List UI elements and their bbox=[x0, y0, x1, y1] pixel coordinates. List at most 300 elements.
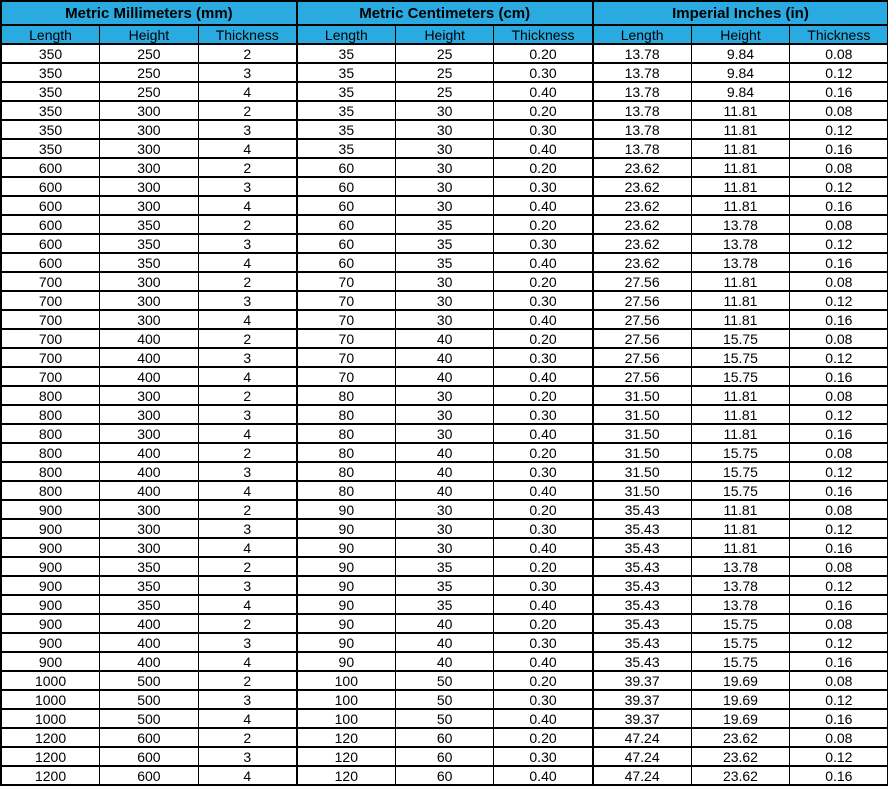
table-cell: 400 bbox=[100, 614, 199, 633]
table-cell: 900 bbox=[1, 557, 100, 576]
table-cell: 0.12 bbox=[790, 405, 888, 424]
table-cell: 70 bbox=[297, 291, 396, 310]
table-cell: 4 bbox=[198, 82, 297, 101]
table-cell: 0.30 bbox=[494, 690, 593, 709]
table-cell: 600 bbox=[1, 196, 100, 215]
table-row bbox=[1, 291, 888, 310]
table-cell: 35 bbox=[297, 101, 396, 120]
table-cell: 15.75 bbox=[691, 443, 790, 462]
table-cell: 35.43 bbox=[593, 652, 692, 671]
table-cell: 50 bbox=[395, 709, 494, 728]
table-cell: 90 bbox=[297, 519, 396, 538]
table-cell: 0.40 bbox=[494, 652, 593, 671]
table-row bbox=[1, 348, 888, 367]
table-cell: 47.24 bbox=[593, 728, 692, 747]
table-cell: 2 bbox=[198, 557, 297, 576]
table-cell: 0.30 bbox=[494, 348, 593, 367]
table-cell: 2 bbox=[198, 101, 297, 120]
table-cell: 13.78 bbox=[691, 215, 790, 234]
table-cell: 0.40 bbox=[494, 709, 593, 728]
table-cell: 300 bbox=[100, 196, 199, 215]
table-cell: 13.78 bbox=[691, 557, 790, 576]
table-cell: 0.16 bbox=[790, 139, 888, 158]
table-cell: 23.62 bbox=[593, 177, 692, 196]
table-cell: 23.62 bbox=[691, 728, 790, 747]
table-cell: 600 bbox=[100, 747, 199, 766]
table-cell: 0.12 bbox=[790, 234, 888, 253]
table-cell: 3 bbox=[198, 747, 297, 766]
table-cell: 400 bbox=[100, 367, 199, 386]
table-cell: 35 bbox=[395, 253, 494, 272]
table-cell: 39.37 bbox=[593, 690, 692, 709]
table-cell: 0.16 bbox=[790, 538, 888, 557]
table-cell: 700 bbox=[1, 348, 100, 367]
table-row bbox=[1, 253, 888, 272]
table-cell: 35 bbox=[395, 595, 494, 614]
table-cell: 15.75 bbox=[691, 348, 790, 367]
table-row bbox=[1, 728, 888, 747]
table-cell: 30 bbox=[395, 158, 494, 177]
table-row bbox=[1, 690, 888, 709]
table-cell: 2 bbox=[198, 728, 297, 747]
table-cell: 3 bbox=[198, 120, 297, 139]
table-cell: 600 bbox=[100, 766, 199, 785]
table-cell: 700 bbox=[1, 272, 100, 291]
table-cell: 13.78 bbox=[593, 63, 692, 82]
table-row bbox=[1, 614, 888, 633]
table-cell: 0.08 bbox=[790, 44, 888, 63]
table-cell: 2 bbox=[198, 272, 297, 291]
table-cell: 0.40 bbox=[494, 766, 593, 785]
table-cell: 900 bbox=[1, 595, 100, 614]
table-cell: 13.78 bbox=[691, 576, 790, 595]
table-cell: 90 bbox=[297, 538, 396, 557]
table-cell: 40 bbox=[395, 348, 494, 367]
table-cell: 60 bbox=[395, 728, 494, 747]
table-cell: 0.40 bbox=[494, 139, 593, 158]
table-cell: 15.75 bbox=[691, 481, 790, 500]
table-cell: 35 bbox=[297, 120, 396, 139]
table-cell: 900 bbox=[1, 652, 100, 671]
table-cell: 2 bbox=[198, 329, 297, 348]
table-cell: 11.81 bbox=[691, 196, 790, 215]
table-cell: 4 bbox=[198, 652, 297, 671]
table-cell: 0.30 bbox=[494, 120, 593, 139]
table-cell: 35 bbox=[297, 63, 396, 82]
table-cell: 0.20 bbox=[494, 158, 593, 177]
table-cell: 11.81 bbox=[691, 310, 790, 329]
table-cell: 700 bbox=[1, 310, 100, 329]
table-cell: 350 bbox=[100, 253, 199, 272]
table-cell: 0.30 bbox=[494, 63, 593, 82]
table-cell: 300 bbox=[100, 310, 199, 329]
table-cell: 0.40 bbox=[494, 424, 593, 443]
table-cell: 19.69 bbox=[691, 671, 790, 690]
table-cell: 27.56 bbox=[593, 272, 692, 291]
table-cell: 35 bbox=[297, 44, 396, 63]
table-cell: 0.30 bbox=[494, 234, 593, 253]
table-cell: 350 bbox=[1, 120, 100, 139]
table-cell: 800 bbox=[1, 443, 100, 462]
table-cell: 500 bbox=[100, 671, 199, 690]
table-cell: 1200 bbox=[1, 766, 100, 785]
table-cell: 15.75 bbox=[691, 329, 790, 348]
table-cell: 0.20 bbox=[494, 386, 593, 405]
table-cell: 0.12 bbox=[790, 576, 888, 595]
table-cell: 70 bbox=[297, 367, 396, 386]
group-header-row bbox=[1, 1, 888, 25]
table-cell: 27.56 bbox=[593, 348, 692, 367]
table-cell: 0.12 bbox=[790, 747, 888, 766]
table-cell: 0.30 bbox=[494, 747, 593, 766]
table-cell: 0.12 bbox=[790, 519, 888, 538]
table-cell: 600 bbox=[1, 177, 100, 196]
table-cell: 11.81 bbox=[691, 405, 790, 424]
table-cell: 23.62 bbox=[593, 253, 692, 272]
table-cell: 350 bbox=[1, 63, 100, 82]
table-cell: 0.08 bbox=[790, 728, 888, 747]
table-cell: 0.12 bbox=[790, 120, 888, 139]
table-cell: 13.78 bbox=[593, 101, 692, 120]
table-cell: 27.56 bbox=[593, 367, 692, 386]
table-cell: 0.40 bbox=[494, 196, 593, 215]
table-cell: 0.12 bbox=[790, 63, 888, 82]
table-cell: 0.20 bbox=[494, 329, 593, 348]
table-cell: 0.16 bbox=[790, 367, 888, 386]
table-cell: 11.81 bbox=[691, 386, 790, 405]
table-cell: 30 bbox=[395, 405, 494, 424]
table-cell: 250 bbox=[100, 63, 199, 82]
table-cell: 60 bbox=[297, 215, 396, 234]
table-cell: 900 bbox=[1, 614, 100, 633]
table-cell: 2 bbox=[198, 500, 297, 519]
table-row bbox=[1, 538, 888, 557]
table-cell: 39.37 bbox=[593, 671, 692, 690]
table-cell: 30 bbox=[395, 196, 494, 215]
table-cell: 3 bbox=[198, 690, 297, 709]
table-cell: 40 bbox=[395, 329, 494, 348]
table-cell: 11.81 bbox=[691, 120, 790, 139]
table-cell: 13.78 bbox=[691, 234, 790, 253]
table-cell: 900 bbox=[1, 633, 100, 652]
table-row bbox=[1, 120, 888, 139]
table-cell: 3 bbox=[198, 405, 297, 424]
table-cell: 0.20 bbox=[494, 671, 593, 690]
table-cell: 25 bbox=[395, 44, 494, 63]
table-cell: 4 bbox=[198, 196, 297, 215]
table-cell: 800 bbox=[1, 481, 100, 500]
column-header-mm-height: Height bbox=[100, 25, 199, 44]
table-cell: 23.62 bbox=[593, 196, 692, 215]
table-cell: 60 bbox=[395, 766, 494, 785]
table-row bbox=[1, 766, 888, 785]
table-row bbox=[1, 595, 888, 614]
table-cell: 3 bbox=[198, 348, 297, 367]
table-cell: 350 bbox=[100, 557, 199, 576]
table-cell: 120 bbox=[297, 747, 396, 766]
table-row bbox=[1, 500, 888, 519]
table-cell: 0.30 bbox=[494, 177, 593, 196]
table-cell: 39.37 bbox=[593, 709, 692, 728]
table-cell: 300 bbox=[100, 272, 199, 291]
table-cell: 3 bbox=[198, 576, 297, 595]
table-cell: 90 bbox=[297, 652, 396, 671]
table-cell: 100 bbox=[297, 671, 396, 690]
table-row bbox=[1, 158, 888, 177]
table-cell: 30 bbox=[395, 310, 494, 329]
table-cell: 300 bbox=[100, 139, 199, 158]
table-cell: 4 bbox=[198, 253, 297, 272]
table-cell: 0.30 bbox=[494, 576, 593, 595]
table-cell: 60 bbox=[297, 234, 396, 253]
table-row bbox=[1, 443, 888, 462]
table-cell: 13.78 bbox=[691, 253, 790, 272]
table-cell: 0.16 bbox=[790, 652, 888, 671]
table-cell: 0.20 bbox=[494, 101, 593, 120]
table-cell: 300 bbox=[100, 177, 199, 196]
table-cell: 120 bbox=[297, 728, 396, 747]
table-cell: 0.08 bbox=[790, 443, 888, 462]
table-cell: 0.20 bbox=[494, 215, 593, 234]
table-cell: 0.40 bbox=[494, 538, 593, 557]
table-cell: 0.08 bbox=[790, 500, 888, 519]
table-cell: 800 bbox=[1, 386, 100, 405]
column-header-cm-height: Height bbox=[395, 25, 494, 44]
table-cell: 1000 bbox=[1, 709, 100, 728]
table-cell: 4 bbox=[198, 367, 297, 386]
table-cell: 40 bbox=[395, 633, 494, 652]
table-cell: 900 bbox=[1, 500, 100, 519]
table-cell: 90 bbox=[297, 557, 396, 576]
table-cell: 400 bbox=[100, 481, 199, 500]
table-cell: 80 bbox=[297, 424, 396, 443]
table-cell: 600 bbox=[1, 253, 100, 272]
table-cell: 13.78 bbox=[593, 120, 692, 139]
table-row bbox=[1, 671, 888, 690]
table-cell: 2 bbox=[198, 158, 297, 177]
table-cell: 35.43 bbox=[593, 557, 692, 576]
table-cell: 0.40 bbox=[494, 367, 593, 386]
table-cell: 50 bbox=[395, 690, 494, 709]
table-cell: 9.84 bbox=[691, 82, 790, 101]
table-cell: 11.81 bbox=[691, 538, 790, 557]
table-cell: 100 bbox=[297, 709, 396, 728]
table-cell: 0.16 bbox=[790, 481, 888, 500]
table-cell: 400 bbox=[100, 652, 199, 671]
table-cell: 11.81 bbox=[691, 139, 790, 158]
table-cell: 0.12 bbox=[790, 690, 888, 709]
table-cell: 13.78 bbox=[691, 595, 790, 614]
table-cell: 2 bbox=[198, 671, 297, 690]
table-cell: 1000 bbox=[1, 690, 100, 709]
table-cell: 30 bbox=[395, 424, 494, 443]
table-cell: 300 bbox=[100, 120, 199, 139]
table-cell: 2 bbox=[198, 215, 297, 234]
table-cell: 15.75 bbox=[691, 614, 790, 633]
table-body bbox=[1, 44, 888, 785]
table-cell: 4 bbox=[198, 709, 297, 728]
table-cell: 15.75 bbox=[691, 652, 790, 671]
table-cell: 40 bbox=[395, 367, 494, 386]
table-row bbox=[1, 747, 888, 766]
table-cell: 0.12 bbox=[790, 462, 888, 481]
table-row bbox=[1, 215, 888, 234]
table-cell: 300 bbox=[100, 538, 199, 557]
table-cell: 30 bbox=[395, 101, 494, 120]
table-row bbox=[1, 386, 888, 405]
column-header-in-height: Height bbox=[691, 25, 790, 44]
table-cell: 11.81 bbox=[691, 500, 790, 519]
table-cell: 30 bbox=[395, 291, 494, 310]
table-cell: 35.43 bbox=[593, 576, 692, 595]
table-cell: 13.78 bbox=[593, 82, 692, 101]
table-cell: 35.43 bbox=[593, 519, 692, 538]
table-cell: 31.50 bbox=[593, 405, 692, 424]
table-cell: 47.24 bbox=[593, 747, 692, 766]
table-cell: 30 bbox=[395, 386, 494, 405]
table-cell: 13.78 bbox=[593, 139, 692, 158]
table-row bbox=[1, 101, 888, 120]
table-cell: 900 bbox=[1, 519, 100, 538]
table-row bbox=[1, 196, 888, 215]
table-cell: 23.62 bbox=[593, 158, 692, 177]
table-cell: 27.56 bbox=[593, 329, 692, 348]
table-cell: 90 bbox=[297, 595, 396, 614]
table-cell: 25 bbox=[395, 82, 494, 101]
table-cell: 30 bbox=[395, 519, 494, 538]
table-cell: 11.81 bbox=[691, 158, 790, 177]
table-cell: 30 bbox=[395, 272, 494, 291]
table-cell: 350 bbox=[1, 101, 100, 120]
column-header-mm-thickness: Thickness bbox=[198, 25, 297, 44]
table-cell: 0.08 bbox=[790, 158, 888, 177]
table-cell: 300 bbox=[100, 291, 199, 310]
column-header-in-length: Length bbox=[593, 25, 692, 44]
table-cell: 250 bbox=[100, 44, 199, 63]
table-row bbox=[1, 576, 888, 595]
table-cell: 0.08 bbox=[790, 671, 888, 690]
table-cell: 4 bbox=[198, 481, 297, 500]
table-cell: 35.43 bbox=[593, 595, 692, 614]
table-cell: 30 bbox=[395, 177, 494, 196]
table-cell: 700 bbox=[1, 367, 100, 386]
table-cell: 70 bbox=[297, 348, 396, 367]
table-cell: 1200 bbox=[1, 728, 100, 747]
table-cell: 700 bbox=[1, 329, 100, 348]
table-cell: 0.16 bbox=[790, 424, 888, 443]
table-cell: 3 bbox=[198, 519, 297, 538]
table-cell: 80 bbox=[297, 405, 396, 424]
table-cell: 3 bbox=[198, 177, 297, 196]
table-cell: 27.56 bbox=[593, 310, 692, 329]
table-cell: 0.16 bbox=[790, 310, 888, 329]
table-cell: 9.84 bbox=[691, 63, 790, 82]
table-cell: 400 bbox=[100, 633, 199, 652]
group-header-imperial-in: Imperial Inches (in) bbox=[593, 1, 888, 25]
table-cell: 0.20 bbox=[494, 728, 593, 747]
table-cell: 19.69 bbox=[691, 690, 790, 709]
table-cell: 23.62 bbox=[593, 234, 692, 253]
table-cell: 3 bbox=[198, 633, 297, 652]
table-cell: 800 bbox=[1, 424, 100, 443]
table-cell: 700 bbox=[1, 291, 100, 310]
table-cell: 35 bbox=[395, 215, 494, 234]
table-cell: 300 bbox=[100, 101, 199, 120]
table-cell: 35 bbox=[297, 82, 396, 101]
table-cell: 400 bbox=[100, 443, 199, 462]
table-cell: 0.08 bbox=[790, 386, 888, 405]
table-cell: 35 bbox=[395, 234, 494, 253]
table-cell: 0.16 bbox=[790, 82, 888, 101]
table-cell: 800 bbox=[1, 405, 100, 424]
table-cell: 11.81 bbox=[691, 101, 790, 120]
table-cell: 0.40 bbox=[494, 595, 593, 614]
table-cell: 0.30 bbox=[494, 633, 593, 652]
table-cell: 80 bbox=[297, 462, 396, 481]
table-cell: 0.12 bbox=[790, 348, 888, 367]
table-cell: 19.69 bbox=[691, 709, 790, 728]
table-cell: 13.78 bbox=[593, 44, 692, 63]
table-row bbox=[1, 557, 888, 576]
table-cell: 40 bbox=[395, 652, 494, 671]
table-cell: 90 bbox=[297, 614, 396, 633]
table-cell: 4 bbox=[198, 424, 297, 443]
table-cell: 70 bbox=[297, 272, 396, 291]
table-cell: 300 bbox=[100, 386, 199, 405]
table-cell: 300 bbox=[100, 424, 199, 443]
table-cell: 3 bbox=[198, 63, 297, 82]
table-cell: 600 bbox=[1, 234, 100, 253]
table-cell: 350 bbox=[1, 82, 100, 101]
table-cell: 600 bbox=[1, 215, 100, 234]
table-row bbox=[1, 272, 888, 291]
table-cell: 90 bbox=[297, 576, 396, 595]
table-cell: 600 bbox=[100, 728, 199, 747]
table-cell: 9.84 bbox=[691, 44, 790, 63]
table-cell: 0.12 bbox=[790, 291, 888, 310]
table-cell: 70 bbox=[297, 329, 396, 348]
table-cell: 2 bbox=[198, 614, 297, 633]
table-cell: 60 bbox=[297, 158, 396, 177]
table-cell: 120 bbox=[297, 766, 396, 785]
table-cell: 3 bbox=[198, 291, 297, 310]
table-cell: 350 bbox=[1, 139, 100, 158]
table-row bbox=[1, 405, 888, 424]
table-cell: 31.50 bbox=[593, 462, 692, 481]
table-cell: 0.16 bbox=[790, 196, 888, 215]
table-cell: 400 bbox=[100, 348, 199, 367]
table-cell: 0.20 bbox=[494, 44, 593, 63]
table-row bbox=[1, 633, 888, 652]
table-cell: 31.50 bbox=[593, 481, 692, 500]
table-cell: 0.20 bbox=[494, 500, 593, 519]
table-cell: 0.08 bbox=[790, 215, 888, 234]
table-cell: 0.40 bbox=[494, 253, 593, 272]
table-cell: 50 bbox=[395, 671, 494, 690]
column-header-cm-length: Length bbox=[297, 25, 396, 44]
table-cell: 3 bbox=[198, 234, 297, 253]
table-row bbox=[1, 63, 888, 82]
table-cell: 11.81 bbox=[691, 424, 790, 443]
table-cell: 350 bbox=[100, 595, 199, 614]
table-cell: 35.43 bbox=[593, 538, 692, 557]
table-cell: 60 bbox=[297, 253, 396, 272]
table-cell: 4 bbox=[198, 766, 297, 785]
table-cell: 350 bbox=[100, 215, 199, 234]
table-cell: 90 bbox=[297, 500, 396, 519]
column-header-cm-thickness: Thickness bbox=[494, 25, 593, 44]
table-cell: 400 bbox=[100, 329, 199, 348]
